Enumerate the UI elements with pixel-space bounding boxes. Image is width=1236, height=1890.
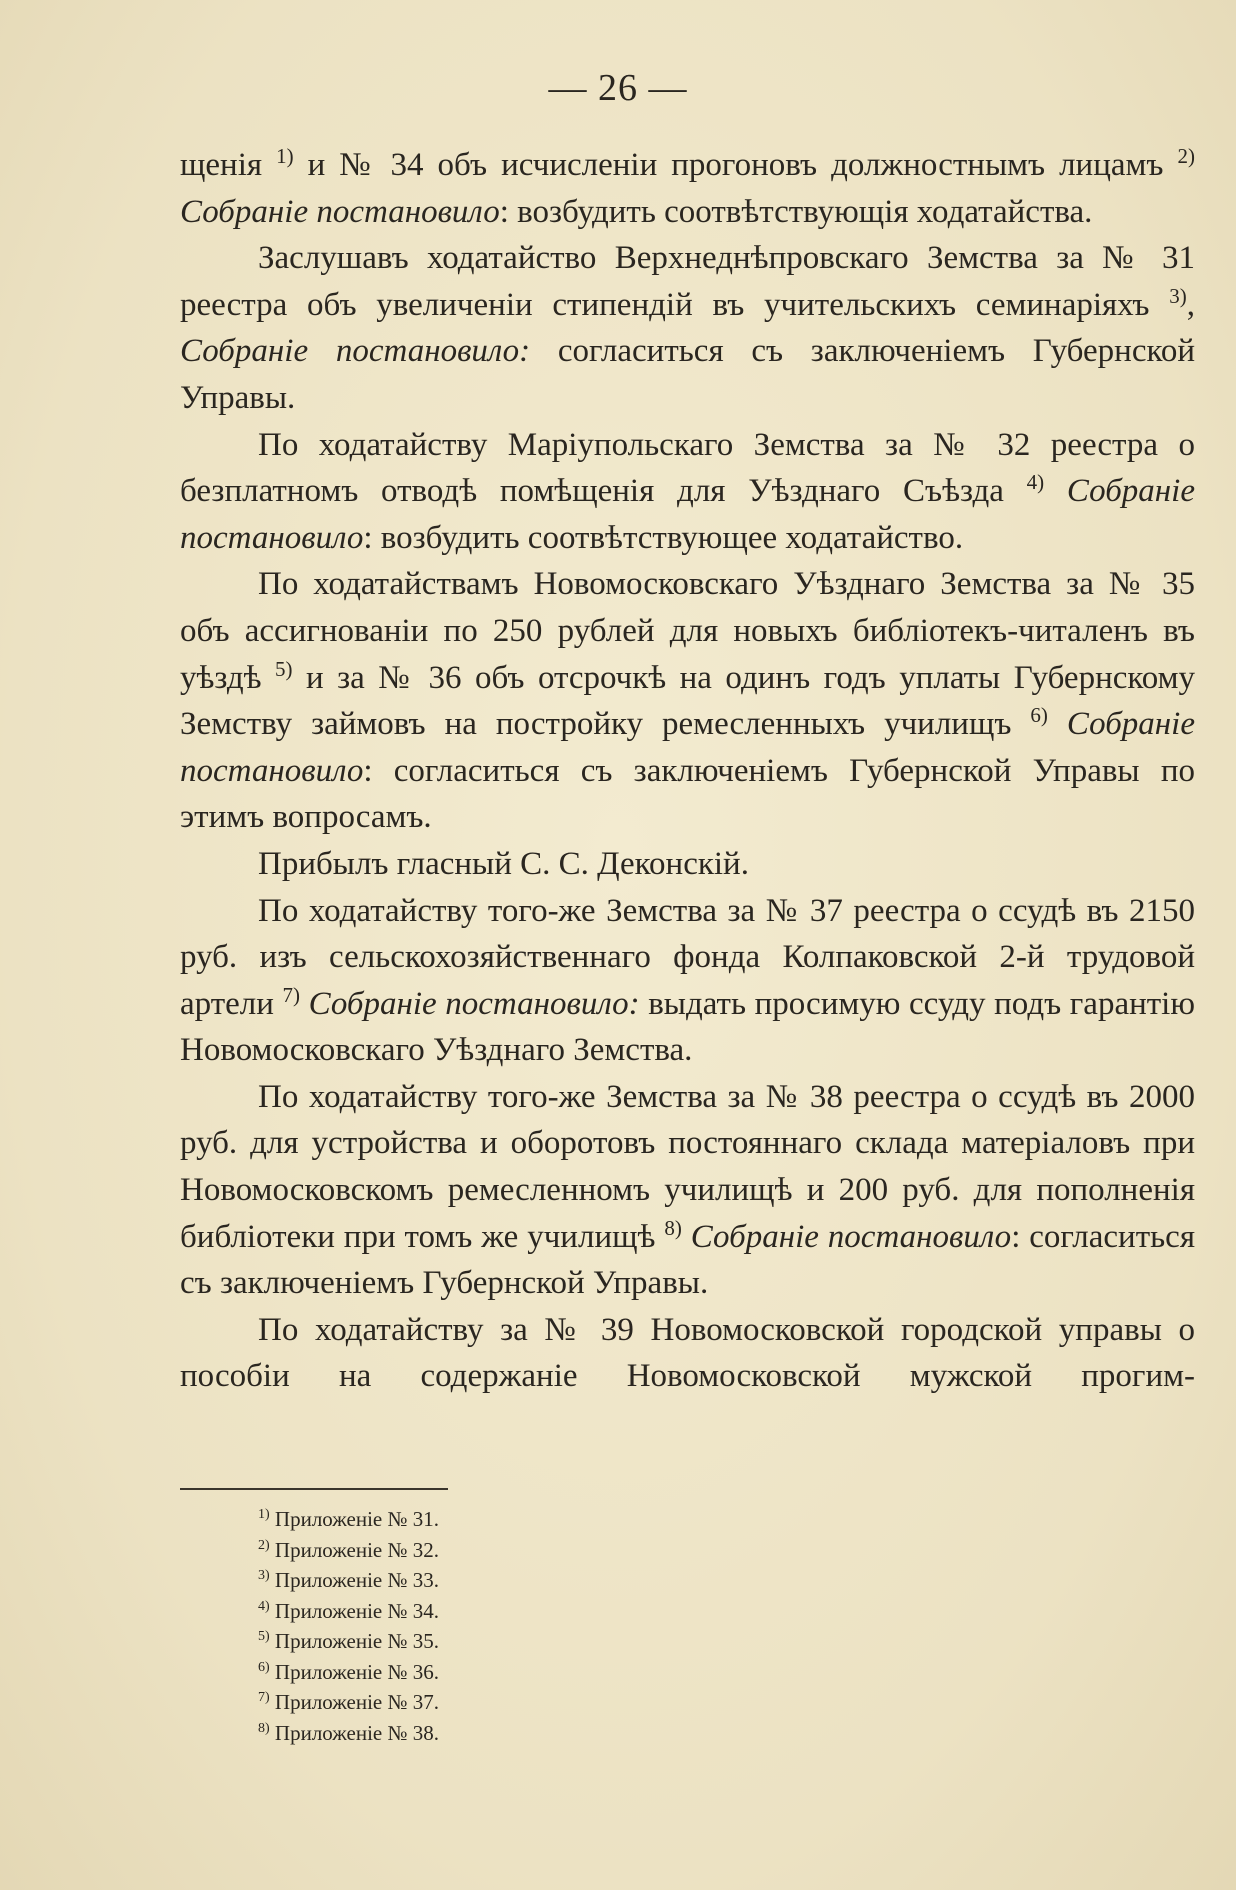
- text-run: По ходатайству за № 39 Новомосковской городской управы о пособіи на содержаніе Новомосковской мужской прогим-: [180, 1311, 1195, 1395]
- footnote-ref: 3): [1169, 283, 1187, 308]
- text-run: ,: [1186, 286, 1195, 323]
- text-run: : возбудить соотвѣтствующія ходатайства.: [499, 193, 1093, 230]
- footnote-text: Приложеніе № 37.: [274, 1690, 440, 1714]
- paragraph: [180, 841, 1195, 888]
- footnote-item: [258, 1687, 439, 1718]
- text-run: [300, 986, 309, 1022]
- footnote-item: [258, 1535, 439, 1566]
- paragraph: [180, 235, 1195, 421]
- text-run: По ходатайству Маріупольскаго Земства за № 32 реестра о безплатномъ отводѣ помѣщенія для Уѣзднаго Съѣзда: [180, 426, 1195, 510]
- footnote-mark: 2): [258, 1537, 270, 1553]
- text-run: По ходатайству того-же Земства за № 37 реестра о ссудѣ въ 2150 руб. изъ сельскохозяйственнаго фонда Колпаковской 2-й трудовой артели: [180, 892, 1195, 1022]
- paragraph: [180, 1074, 1195, 1307]
- resolution-phrase: Собраніе постановило: [180, 193, 500, 230]
- footnote-item: [258, 1718, 439, 1749]
- footnote-item: [258, 1504, 439, 1535]
- footnote-ref: 1): [276, 144, 294, 168]
- footnote-item: [258, 1596, 439, 1627]
- footnote-text: Приложеніе № 36.: [274, 1659, 440, 1684]
- text-run: Заслушавъ ходатайство Верхнеднѣпровскаго Земства за № 31 реестра объ увеличеніи стипендій въ учительскихъ семинаріяхъ: [180, 240, 1195, 323]
- footnote-mark: 8): [258, 1720, 270, 1736]
- paragraph: [180, 142, 1195, 235]
- resolution-phrase: Собраніе постановило: [180, 706, 1195, 789]
- footnote-mark: 5): [258, 1629, 270, 1644]
- text-run: щенія: [180, 147, 277, 183]
- resolution-phrase: Собраніе постановило:: [308, 985, 640, 1022]
- page-number: — 26 —: [548, 67, 688, 109]
- footnote-ref: 5): [275, 656, 293, 681]
- footnote-mark: 1): [258, 1507, 270, 1522]
- footnotes: [258, 1504, 439, 1748]
- footnote-text: Приложеніе № 35.: [274, 1629, 440, 1653]
- text-run: выдать просимую ссуду подъ гарантію Новомосковскаго Уѣзднаго Земства.: [180, 985, 1195, 1069]
- paragraph: [180, 1307, 1195, 1400]
- text-run: Прибылъ гласный С. С. Деконскій.: [258, 845, 749, 882]
- text-run: [1048, 706, 1067, 742]
- resolution-phrase: Собраніе постановило: [180, 473, 1195, 556]
- footnote-mark: 3): [258, 1568, 270, 1583]
- footnote-ref: 4): [1026, 470, 1045, 495]
- footnote-item: [258, 1626, 439, 1657]
- footnote-ref: 6): [1030, 703, 1048, 728]
- paragraph: [180, 888, 1195, 1074]
- text-run: и за № 36 объ отсрочкѣ на одинъ годъ уплаты Губернскому Земству займовъ на постройку ремесленныхъ училищъ: [180, 659, 1195, 743]
- footnote-ref: 7): [282, 982, 300, 1007]
- text-run: По ходатайству того-же Земства за № 38 реестра о ссудѣ въ 2000 руб. для устройства и оборотовъ постояннаго склада матеріаловъ при Новомосковскомъ ремесленномъ училищѣ и 200 руб. для пополненія библіотеки при томъ же училищѣ: [180, 1078, 1195, 1255]
- body-text: [180, 142, 1195, 1400]
- footnote-item: [258, 1657, 439, 1688]
- footnote-text: Приложеніе № 33.: [274, 1568, 440, 1592]
- footnote-text: Приложеніе № 31.: [274, 1507, 440, 1531]
- text-run: [682, 1219, 691, 1255]
- text-run: и № 34 объ исчисленіи прогоновъ должностнымъ лицамъ: [293, 147, 1178, 183]
- text-run: согласиться съ заключеніемъ Губернской Управы.: [180, 333, 1195, 416]
- footnote-divider: [180, 1488, 448, 1490]
- text-run: По ходатайствамъ Новомосковскаго Уѣзднаго Земства за № 35 объ ассигнованіи по 250 рублей для новыхъ библіотекъ-читаленъ въ уѣздѣ: [180, 566, 1195, 696]
- footnote-mark: 6): [258, 1659, 270, 1675]
- resolution-phrase: Собраніе постановило: [690, 1218, 1012, 1255]
- paragraph: [180, 422, 1195, 562]
- footnote-mark: 7): [258, 1690, 270, 1705]
- resolution-phrase: Собраніе постановило:: [180, 333, 531, 370]
- text-run: [1044, 473, 1067, 509]
- footnote-item: [258, 1565, 439, 1596]
- footnote-text: Приложеніе № 34.: [274, 1598, 440, 1623]
- paragraph: [180, 561, 1195, 841]
- footnote-text: Приложеніе № 32.: [274, 1537, 440, 1562]
- footnote-ref: 2): [1177, 144, 1195, 168]
- text-run: : согласиться съ заключеніемъ Губернской Управы.: [180, 1218, 1196, 1302]
- footnote-mark: 4): [258, 1598, 270, 1614]
- text-run: : согласиться съ заключеніемъ Губернской Управы по этимъ вопросамъ.: [180, 752, 1195, 836]
- footnote-ref: 8): [664, 1215, 682, 1240]
- footnote-text: Приложеніе № 38.: [274, 1720, 440, 1745]
- text-run: : возбудить соотвѣтствующее ходатайство.: [363, 519, 964, 556]
